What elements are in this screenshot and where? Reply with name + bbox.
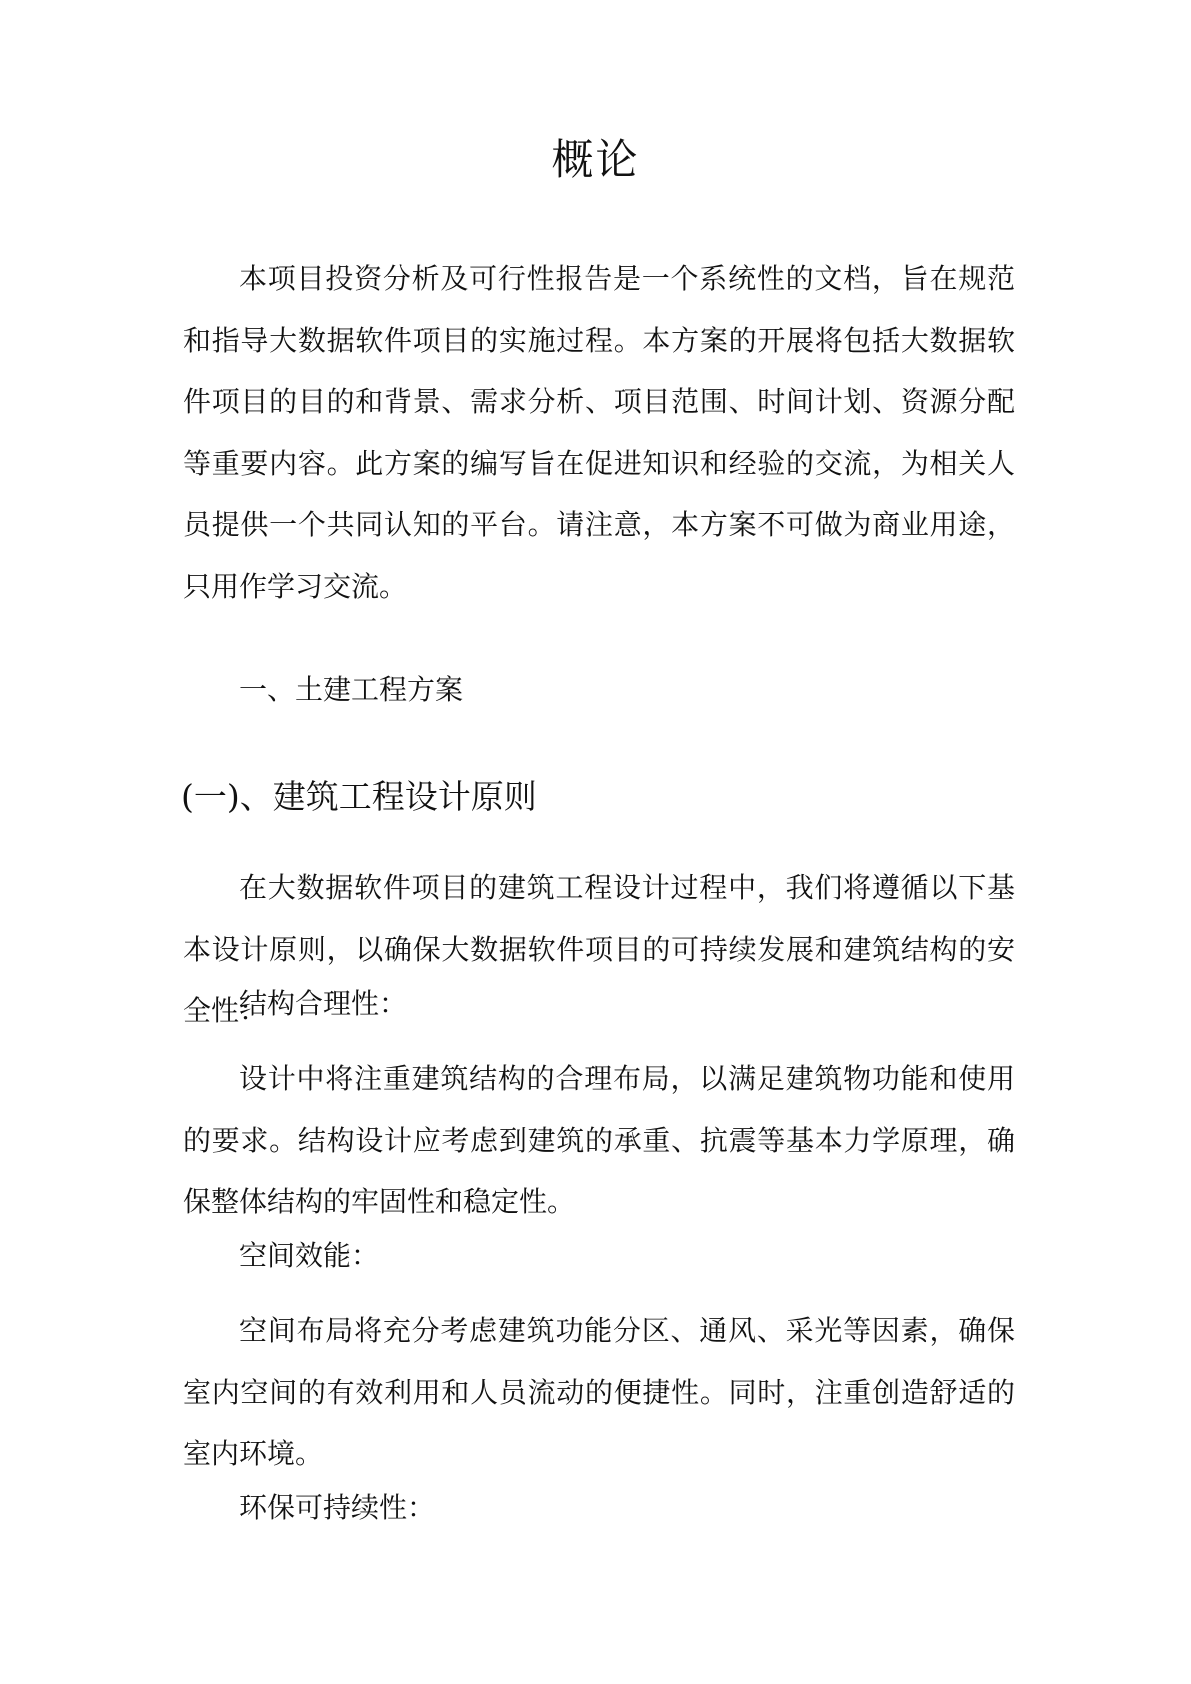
- principle-structure-label: 结构合理性：: [239, 987, 408, 1020]
- principle-sustainability-label: 环保可持续性：: [239, 1491, 436, 1524]
- subsection-heading-design-principles: (一)、建筑工程设计原则: [181, 777, 537, 816]
- intro-paragraph: 本项目投资分析及可行性报告是一个系统性的文档，旨在规范和指导大数据软件项目的实施过程。本方案的开展将包括大数据软件项目的目的和背景、需求分析、项目范围、时间计划、资源分配等重要内容。此方案的编写旨在促进知识和经验的交流，为相关人员提供一个共同认知的平台。请注意，本方案不可做为商业用途，只用作学习交流。: [183, 262, 1015, 603]
- section-heading-civil-engineering: 一、土建工程方案: [239, 673, 464, 706]
- page-title: 概论: [551, 135, 640, 184]
- design-principles-paragraph: 在大数据软件项目的建筑工程设计过程中，我们将遵循以下基本设计原则，以确保大数据软件项目的可持续发展和建筑结构的安全性：: [183, 871, 1015, 1027]
- principle-space-label: 空间效能：: [239, 1239, 380, 1272]
- principle-structure-text: 设计中将注重建筑结构的合理布局，以满足建筑物功能和使用的要求。结构设计应考虑到建筑的承重、抗震等基本力学原理，确保整体结构的牢固性和稳定性。: [183, 1062, 1015, 1218]
- principle-space-text: 空间布局将充分考虑建筑功能分区、通风、采光等因素，确保室内空间的有效利用和人员流动的便捷性。同时，注重创造舒适的室内环境。: [183, 1314, 1015, 1470]
